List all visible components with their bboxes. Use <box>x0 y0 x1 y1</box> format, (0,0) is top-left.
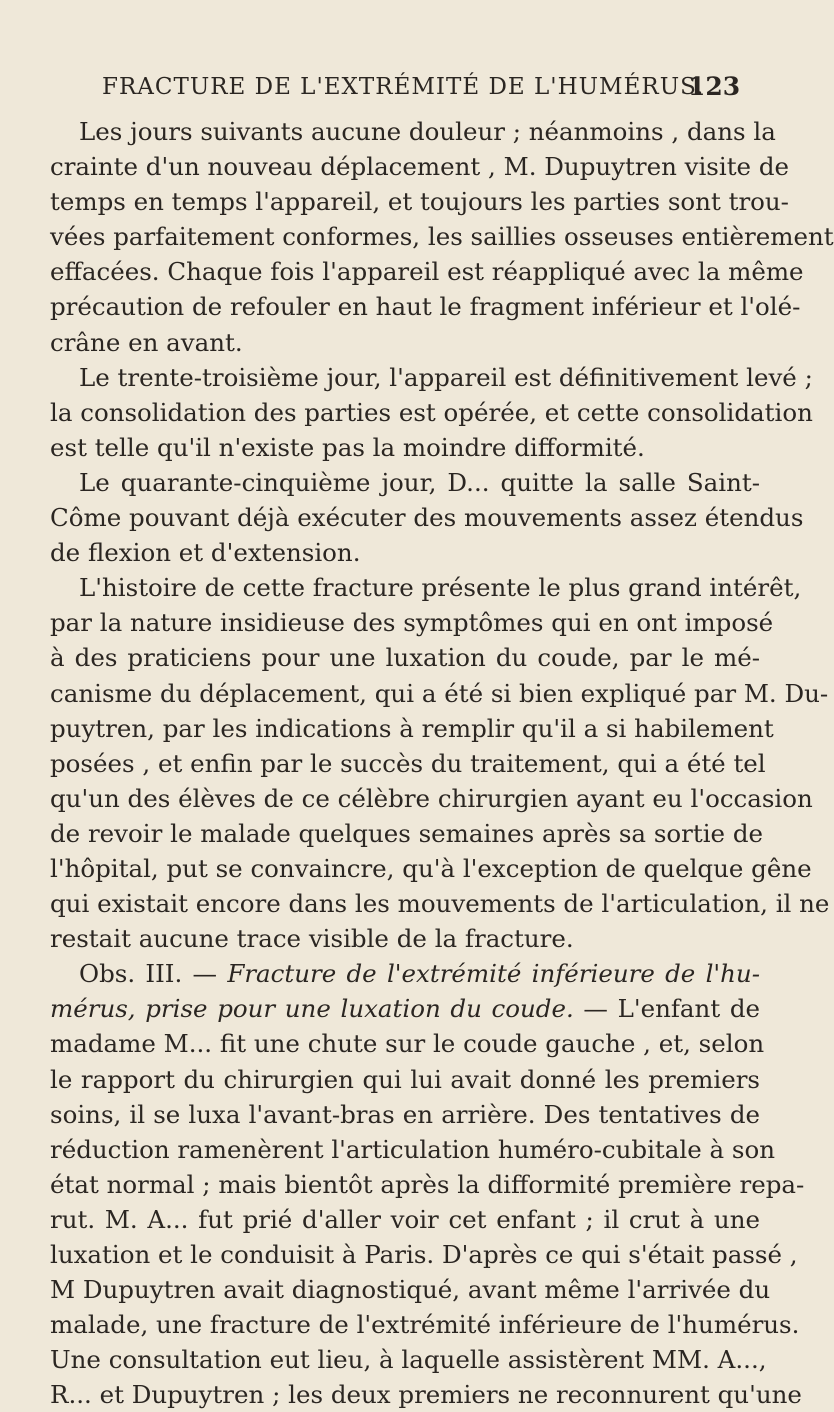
text-line: Une consultation eut lieu, à laquelle assistèrent MM. A..., <box>50 1345 767 1375</box>
text-line: malade, une fracture de l'extrémité inférieure de l'humérus. <box>50 1310 800 1340</box>
text-line: est telle qu'il n'existe pas la moindre difformité. <box>50 432 645 462</box>
text-line: Côme pouvant déjà exécuter des mouvements assez étendus <box>50 503 804 533</box>
text-line: Le trente-troisième jour, l'appareil est définitivement levé ; <box>79 362 813 392</box>
running-head: FRACTURE DE L'EXTRÉMITÉ DE L'HUMÉRUS. <box>102 74 705 100</box>
text-line: rut. M. A... fut prié d'aller voir cet enfant ; il crut à une <box>50 1204 760 1234</box>
observation-heading <box>50 956 760 991</box>
text-line: L'histoire de cette fracture présente le plus grand intérêt, <box>79 573 802 603</box>
page-body <box>50 114 834 1412</box>
text-line: par la nature insidieuse des symptômes qui en ont imposé <box>50 608 774 638</box>
text-line: puytren, par les indications à remplir qu'il a si habilement <box>50 713 774 743</box>
text-line: M Dupuytren avait diagnostiqué, avant même l'arrivée du <box>50 1275 771 1305</box>
observation-label: Obs. III. — <box>79 959 218 989</box>
text-line: effacées. Chaque fois l'appareil est réappliqué avec la même <box>50 257 804 287</box>
text-line: madame M... fit une chute sur le coude gauche , et, selon <box>50 1029 765 1059</box>
text-line: restait aucune trace visible de la fracture. <box>50 924 574 954</box>
text-line: Les jours suivants aucune douleur ; néanmoins , dans la <box>79 117 776 146</box>
observation-text: — L'enfant de <box>583 994 761 1024</box>
text-line: crâne en avant. <box>50 327 243 357</box>
text-line: qu'un des élèves de ce célèbre chirurgien ayant eu l'occasion <box>50 783 813 813</box>
text-line: R... et Dupuytren ; les deux premiers ne reconnurent qu'une <box>50 1380 802 1410</box>
text-line: précaution de refouler en haut le fragment inférieur et l'olé- <box>50 292 801 322</box>
text-line: luxation et le conduisit à Paris. D'après ce qui s'était passé , <box>50 1240 798 1269</box>
observation-title: mérus, prise pour une luxation du coude. <box>50 994 574 1024</box>
text-line: Le quarante-cinquième jour, D... quitte la salle Saint- <box>79 467 760 497</box>
text-line: état normal ; mais bientôt après la difformité première repa- <box>50 1169 805 1199</box>
text-line: réduction ramenèrent l'articulation huméro-cubitale à son <box>50 1134 775 1164</box>
observation-heading-cont <box>50 991 760 1026</box>
text-line: qui existait encore dans les mouvements de l'articulation, il ne <box>50 889 830 919</box>
observation-title: Fracture de l'extrémité inférieure de l'hu- <box>227 959 760 989</box>
text-line: l'hôpital, put se convaincre, qu'à l'exception de quelque gêne <box>50 853 812 883</box>
text-line: vées parfaitement conformes, les saillies osseuses entièrement <box>50 222 834 252</box>
text-line: de flexion et d'extension. <box>50 538 361 568</box>
text-line: posées , et enfin par le succès du traitement, qui a été tel <box>50 748 766 778</box>
text-line: temps en temps l'appareil, et toujours les parties sont trou- <box>50 187 789 217</box>
text-line: crainte d'un nouveau déplacement , M. Dupuytren visite de <box>50 152 790 182</box>
text-line: à des praticiens pour une luxation du coude, par le mé- <box>50 643 760 673</box>
text-line: la consolidation des parties est opérée, et cette consolidation <box>50 397 813 427</box>
page-number: 123 <box>688 72 741 101</box>
text-line: soins, il se luxa l'avant-bras en arrière. Des tentatives de <box>50 1099 760 1129</box>
text-line: le rapport du chirurgien qui lui avait donné les premiers <box>50 1064 760 1094</box>
text-line: de revoir le malade quelques semaines après sa sortie de <box>50 818 764 848</box>
text-line: canisme du déplacement, qui a été si bien expliqué par M. Du- <box>50 678 829 708</box>
